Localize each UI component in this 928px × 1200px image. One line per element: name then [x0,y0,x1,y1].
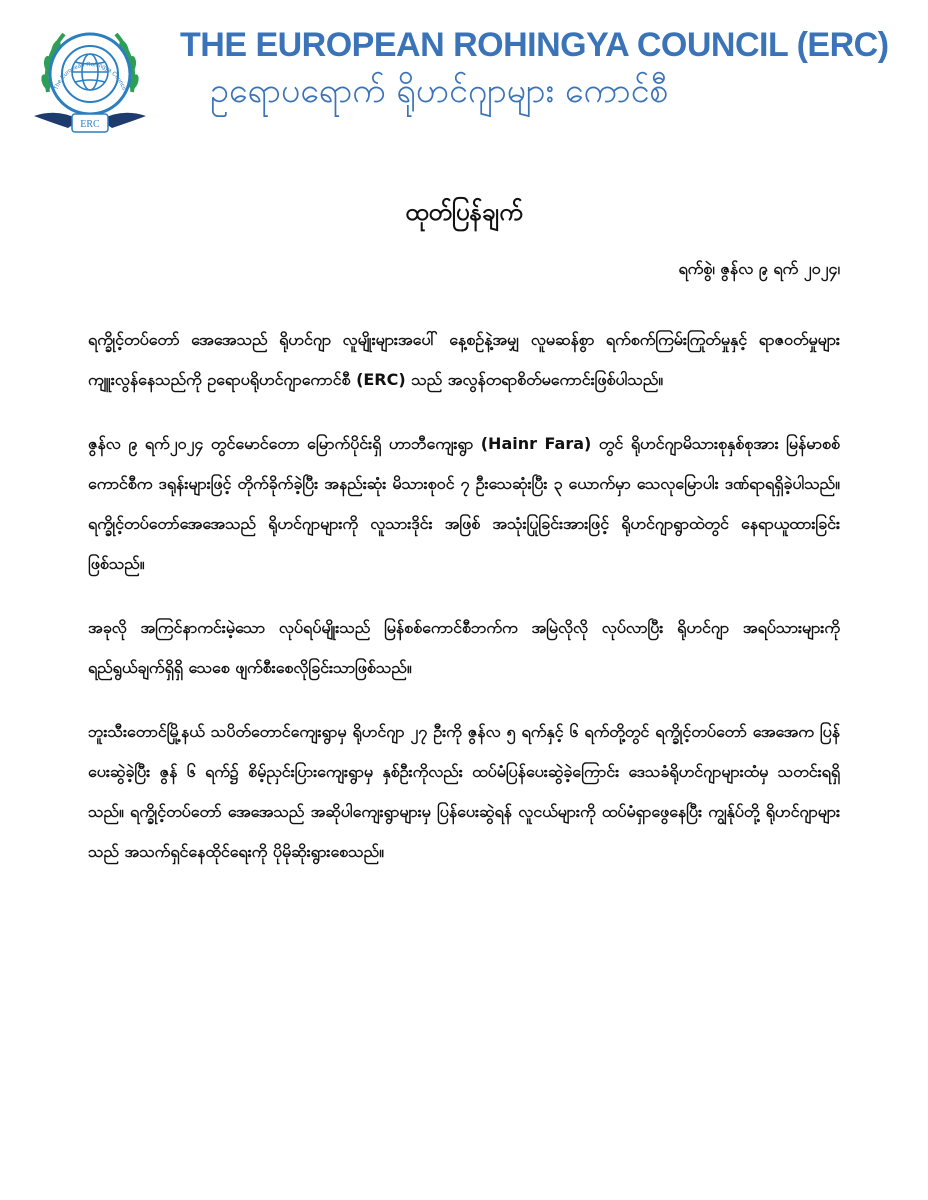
paragraph: ဇွန်လ ၉ ရက်၂၀၂၄ တွင်မောင်တော မြောက်ပိုင်းရှိ ဟာဘီကျေးရွာ (Hainr Fara) တွင် ရိုဟင်ဂျာမိသားစုနှစ်စုအား မြန်မာစစ်ကောင်စီက ဒရုန်းများဖြင့် တိုက်ခိုက်ခဲ့ပြီး အနည်းဆုံး မိသားစုဝင် ၇ ဦးသေဆုံးပြီး ၃ ယောက်မှာ သေလုမြောပါး ဒဏ်ရာရရှိခဲ့ပါသည်။ ရက္ခိုင့်တပ်တော်အေအေသည် ရိုဟင်ဂျာများကို လူသားဒိုင်း အဖြစ် အသုံးပြုခြင်းအားဖြင့် ရိုဟင်ဂျာရွာထဲတွင် နေရာယူထားခြင်းဖြစ်သည်။ [88,434,840,573]
statement-body [88,320,840,896]
logo-badge-text: ERC [80,119,100,130]
org-name-english: THE EUROPEAN ROHINGYA COUNCIL (ERC) [180,26,889,64]
org-name-burmese: ဥရောပရောက် ရိုဟင်ဂျာများ ကောင်စီ [210,71,669,111]
paragraph: အခုလို အကြင်နာကင်းမဲ့သော လုပ်ရပ်မျိုးသည် မြန်စစ်ကောင်စီဘက်က အမြဲလိုလို လုပ်လာပြီး ရိုဟင်ဂျာ အရပ်သားများကို ရည်ရွယ်ချက်ရှိရှိ သေစေ ဖျက်စီးစေလိုခြင်းသာဖြစ်သည်။ [88,618,840,677]
paragraph: ရက္ခိုင့်တပ်တော် အေအေသည် ရိုဟင်ဂျာ လူမျိုးများအပေါ် နေ့စဉ်နဲ့အမျှ လူမဆန်စွာ ရက်စက်ကြမ်းကြုတ်မှုနှင့် ရာဇဝတ်မှုများကျူးလွန်နေသည်ကို ဥရောပရိုဟင်ဂျာကောင်စီ (ERC) သည် အလွန်တရာစိတ်မကောင်းဖြစ်ပါသည်။ [88,330,840,389]
document-date: ရက်စွဲ၊ ဇွန်လ ၉ ရက် ၂၀၂၄၊ [678,259,840,278]
letterhead [0,0,928,140]
document-title: ထုတ်ပြန်ချက် [405,198,523,226]
erc-logo [28,12,152,140]
logo-ring-text: The European Rohingya Council [53,61,127,91]
paragraph: ဘူးသီးတောင်မြို့နယ် သပိတ်တောင်ကျေးရွာမှ ရိုဟင်ဂျာ ၂၇ ဦးကို ဇွန်လ ၅ ရက်နှင့် ၆ ရက်တို့တွင် ရက္ခိုင့်တပ်တော် အေအေက ပြန်ပေးဆွဲခဲ့ပြီး ဇွန် ၆ ရက်၌ စိမ့်ညှင်းပြားကျေးရွာမှ နှစ်ဦးကိုလည်း ထပ်မံပြန်ပေးဆွဲခဲ့ကြောင်း ဒေသခံရိုဟင်ဂျာများထံမှ သတင်းရရှိသည်။ ရက္ခိုင့်တပ်တော် အေအေသည် အဆိုပါကျေးရွာများမှ ပြန်ပေးဆွဲရန် လူငယ်များကို ထပ်မံရှာဖွေနေပြီး ကျွန်ုပ်တို့ ရိုဟင်ဂျာများ သည် အသက်ရှင်နေထိုင်ရေးကို ပိုမိုဆိုးရွားစေသည်။ [88,722,840,861]
